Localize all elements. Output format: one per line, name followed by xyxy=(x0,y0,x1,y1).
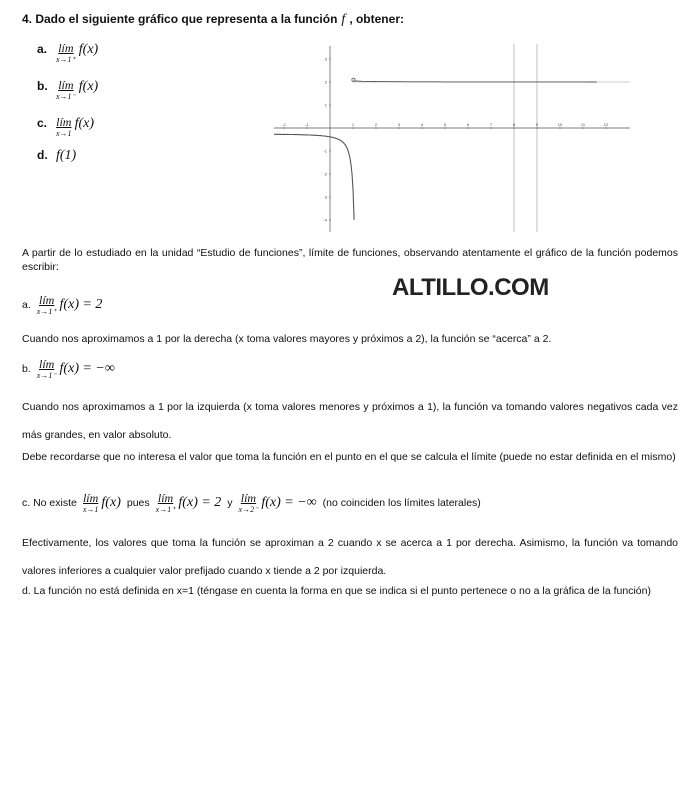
limit-operator: lím x→1 xyxy=(82,491,99,514)
x-tick-label: 11 xyxy=(580,122,586,127)
x-tick-label: 9 xyxy=(535,122,539,127)
x-tick-label: -2 xyxy=(282,122,286,127)
item-expression: f(1) xyxy=(56,148,77,163)
x-tick-label: 4 xyxy=(420,122,424,127)
y-tick-label: -4 xyxy=(323,217,327,223)
y-tick-label: 1 xyxy=(324,102,327,108)
y-tick-label: 3 xyxy=(324,56,327,62)
solution-c-y: y xyxy=(227,497,233,509)
limit-operator: lím x→1⁺ xyxy=(56,41,76,64)
curve-left-branch xyxy=(274,134,354,220)
item-a xyxy=(37,42,98,64)
solution-effective: Efectivamente, los valores que toma la función se aproximan a 2 cuando x se acerca a 1 por derecha. Asimismo, la función va tomando valores inferiores a cualquier valor prefijado cuando x tiende a 2 por izquierda. xyxy=(22,537,678,577)
solution-c-expression-2: f(x) = 2 xyxy=(178,495,222,510)
x-tick-label: -1 xyxy=(305,122,309,127)
item-c xyxy=(37,116,94,138)
x-tick-label: 7 xyxy=(489,122,493,127)
item-letter: a. xyxy=(37,42,48,56)
limit-operator: lím x→1⁺ xyxy=(36,293,57,316)
limit-operator: lím x→1⁺ xyxy=(155,491,176,514)
solution-b-expression: f(x) = −∞ xyxy=(59,361,115,376)
solution-b-label: b. xyxy=(22,363,31,375)
item-expression: f(x) xyxy=(78,79,99,94)
y-tick-label: -2 xyxy=(323,171,327,177)
y-tick-label: -3 xyxy=(323,194,327,200)
solution-intro: A partir de lo estudiado en la unidad “Estudio de funciones”, límite de funciones, observando atentamente el gráfico de la función podemos escribir: xyxy=(22,247,678,273)
item-expression: f(x) xyxy=(74,116,94,131)
limit-operator: lím x→1⁻ xyxy=(56,78,76,101)
item-expression: f(x) xyxy=(78,42,99,57)
item-d xyxy=(37,148,76,164)
solution-c-pues: pues xyxy=(126,497,150,509)
title-var: f xyxy=(341,12,346,27)
solution-b xyxy=(22,358,678,380)
x-tick-label: 2 xyxy=(374,122,378,127)
solution-c-tail: (no coinciden los límites laterales) xyxy=(322,497,481,509)
solution-a-text: Cuando nos aproximamos a 1 por la derecha (x toma valores mayores y próximos a 2), la función se “acerca” a 2. xyxy=(22,333,552,345)
limit-operator: lím x→1 xyxy=(56,115,72,138)
solution-c-expression-1: f(x) xyxy=(101,495,121,510)
item-letter: d. xyxy=(37,148,48,162)
title-suffix: , obtener: xyxy=(349,12,404,26)
graph-axes xyxy=(274,46,630,232)
y-tick-label: 2 xyxy=(324,79,327,85)
x-tick-label: 6 xyxy=(466,122,470,127)
x-tick-label: 5 xyxy=(443,122,447,127)
curve-right-branch xyxy=(354,81,597,82)
item-letter: c. xyxy=(37,116,48,130)
x-tick-label: 8 xyxy=(512,122,516,127)
limit-operator: lím x→2⁻ xyxy=(238,491,259,514)
item-letter: b. xyxy=(37,79,48,93)
problem-title xyxy=(22,12,404,28)
solution-b-text: Cuando nos aproximamos a 1 por la izquierda (x toma valores menores y próximos a 1), la función va tomando valores negativos cada vez más grandes, en valor absoluto. xyxy=(22,401,678,441)
item-b xyxy=(37,79,98,101)
solution-d: d. La función no está definida en x=1 (téngase en cuenta la forma en que se indica si el punto pertenece o no a la gráfica de la función) xyxy=(22,585,651,597)
limit-operator: lím x→1⁻ xyxy=(36,357,57,380)
solution-c-expression-3: f(x) = −∞ xyxy=(261,495,317,510)
solution-note: Debe recordarse que no interesa el valor que toma la función en el punto en el que se calcula el límite (puede no estar definida en el mismo) xyxy=(22,451,676,463)
watermark-logo: ALTILLO.COM xyxy=(392,274,549,301)
function-graph xyxy=(274,44,634,234)
y-tick-label: -1 xyxy=(323,148,327,154)
solution-c-label: c. No existe xyxy=(22,497,77,509)
solution-a-expression: f(x) = 2 xyxy=(59,297,103,312)
solution-c xyxy=(22,492,678,514)
solution-a-label: a. xyxy=(22,299,31,311)
x-tick-label: 1 xyxy=(351,122,355,127)
x-tick-label: 3 xyxy=(397,122,401,127)
x-tick-label: 10 xyxy=(557,122,563,127)
solution-a xyxy=(22,294,678,316)
title-prefix: 4. Dado el siguiente gráfico que representa a la función xyxy=(22,12,338,26)
graph-grid xyxy=(353,44,630,232)
x-tick-label: 12 xyxy=(603,122,609,127)
open-point-marker xyxy=(352,78,355,81)
